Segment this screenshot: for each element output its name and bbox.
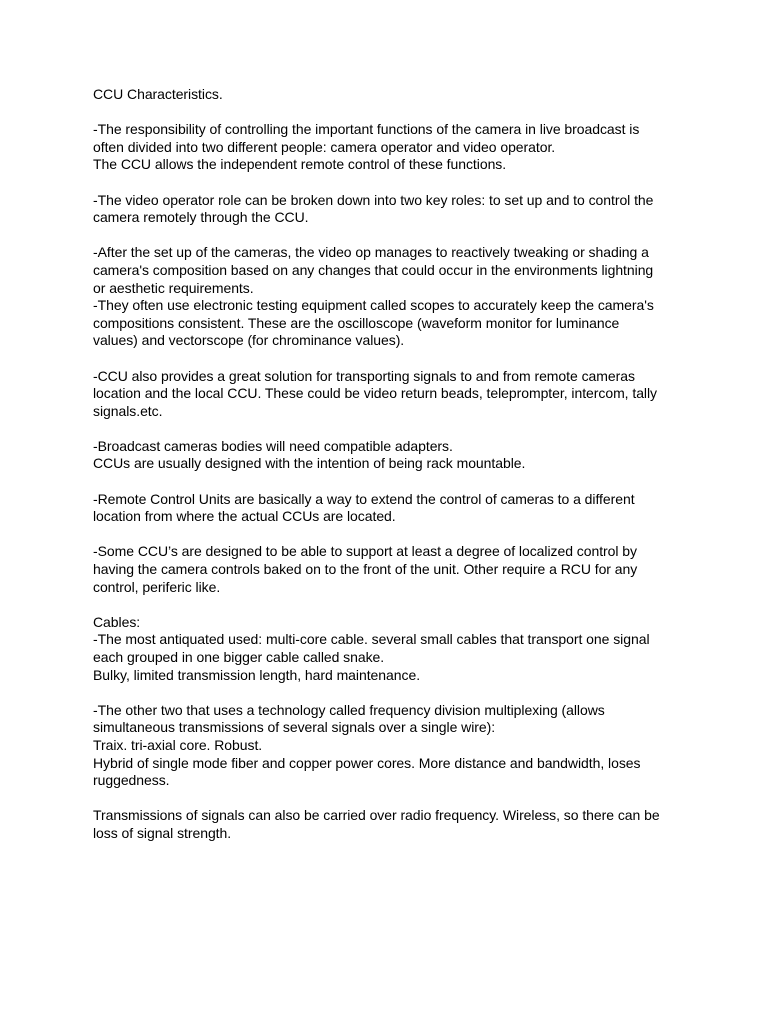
text-line: often divided into two different people: camera operator and video operator. (93, 138, 556, 155)
text-line: Hybrid of single mode fiber and copper power cores. More distance and bandwidth, loses (93, 754, 641, 771)
text-line: -After the set up of the cameras, the video op manages to reactively tweaking or shading a (93, 244, 649, 261)
paragraph-cables (93, 614, 683, 684)
text-line: -The most antiquated used: multi-core cable. several small cables that transport one signal (93, 631, 650, 648)
text-line: location from where the actual CCUs are located. (93, 508, 396, 525)
text-line: Bulky, limited transmission length, hard maintenance. (93, 666, 421, 683)
text-line: each grouped in one bigger cable called snake. (93, 649, 385, 665)
text-line: -Remote Control Units are basically a way to extend the control of cameras to a different (93, 490, 635, 507)
paragraph-signal-transport (93, 368, 683, 421)
text-line: loss of signal strength. (93, 824, 232, 841)
text-line: -CCU also provides a great solution for transporting signals to and from remote cameras (93, 367, 635, 384)
text-line: compositions consistent. These are the oscilloscope (waveform monitor for luminance (93, 314, 620, 331)
text-line: having the camera controls baked on to the front of the unit. Other require a RCU for any (93, 561, 638, 578)
text-line: camera remotely through the CCU. (93, 209, 309, 226)
paragraph-responsibility (93, 121, 683, 174)
text-line: -The responsibility of controlling the important functions of the camera in live broadcast is (93, 121, 640, 138)
text-line: -The other two that uses a technology called frequency division multiplexing (allows (93, 701, 605, 718)
text-line: -Some CCU’s are designed to be able to support at least a degree of localized control by (93, 543, 637, 560)
paragraph-radio-frequency (93, 807, 683, 842)
document-title: CCU Characteristics. (93, 86, 223, 102)
paragraph-remote-control-units (93, 491, 683, 526)
paragraph-video-operator (93, 192, 683, 227)
text-line: location and the local CCU. These could be video return beads, teleprompter, intercom, tally (93, 385, 658, 402)
text-line: camera's composition based on any changes that could occur in the environments lightning (93, 261, 654, 278)
text-line: -The video operator role can be broken down into two key roles: to set up and to control the (93, 191, 654, 208)
text-line: signals.etc. (93, 402, 163, 419)
paragraph-adapters (93, 438, 683, 473)
text-line: -Broadcast cameras bodies will need compatible adapters. (93, 437, 453, 454)
text-line: Traix. tri-axial core. Robust. (93, 736, 263, 753)
text-line: The CCU allows the independent remote control of these functions. (93, 156, 507, 173)
text-line: ruggedness. (93, 772, 170, 789)
section-heading: Cables: (93, 613, 141, 630)
text-line: values) and vectorscope (for chrominance values). (93, 332, 405, 349)
text-line: -They often use electronic testing equipment called scopes to accurately keep the camera's (93, 297, 654, 314)
document-page (93, 86, 683, 860)
paragraph-title (93, 86, 683, 104)
paragraph-multiplexing (93, 702, 683, 790)
text-line: Transmissions of signals can also be carried over radio frequency. Wireless, so there can be (93, 807, 660, 824)
text-line: CCUs are usually designed with the intention of being rack mountable. (93, 455, 526, 472)
text-line: or aesthetic requirements. (93, 279, 254, 296)
text-line: simultaneous transmissions of several signals over a single wire): (93, 719, 496, 736)
text-line: control, periferic like. (93, 578, 221, 595)
paragraph-shading-scopes (93, 244, 683, 350)
paragraph-localized-control (93, 543, 683, 596)
